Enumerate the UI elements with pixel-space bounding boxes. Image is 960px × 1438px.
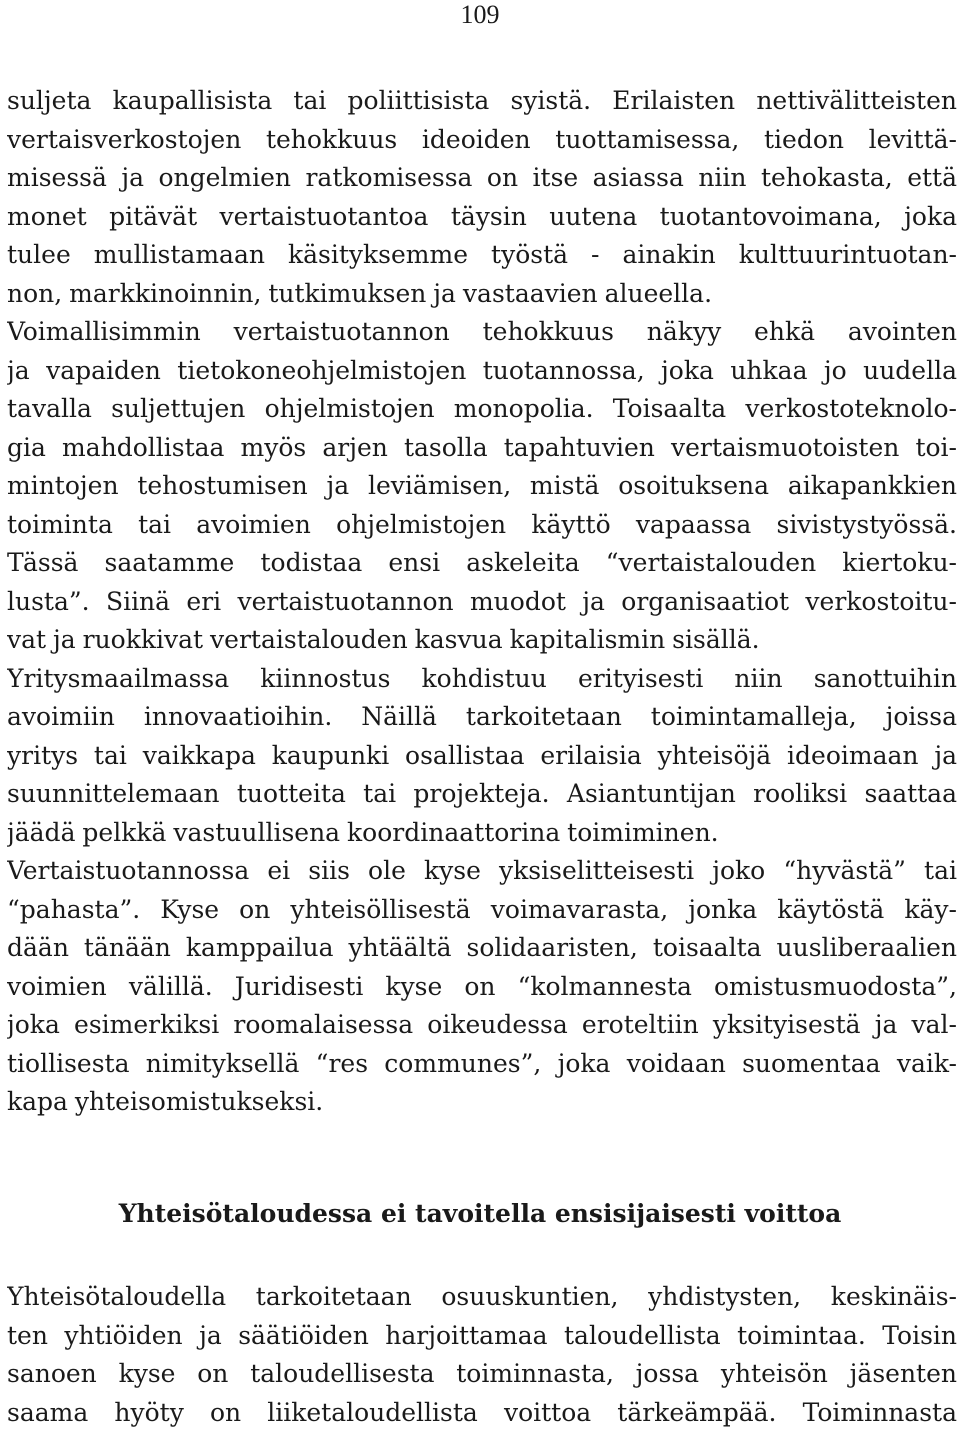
text-line: Vertaistuotannossa ei siis ole kyse yksiselitteisesti joko “hyvästä” tai: [7, 856, 957, 885]
text-line: misessä ja ongelmien ratkomisessa on itse asiassa niin tehokasta, että: [7, 163, 957, 192]
text-line: voimien välillä. Juridisesti kyse on “kolmannesta omistusmuodosta”,: [7, 971, 957, 1001]
section-heading: Yhteisötaloudessa ei tavoitella ensisijaisesti voittoa: [118, 1199, 842, 1228]
text-line: “pahasta”. Kyse on yhteisöllisestä voimavarasta, jonka käytöstä käy-: [7, 894, 957, 924]
page-number: 109: [460, 0, 500, 29]
text-line: monet pitävät vertaistuotantoa täysin uutena tuotantovoimana, joka: [7, 201, 957, 231]
text-line: yritys tai vaikkapa kaupunki osallistaa erilaisia yhteisöjä ideoimaan ja: [7, 740, 957, 770]
body-text-section-1: [7, 82, 957, 1122]
text-line: lusta”. Siinä eri vertaistuotannon muodot ja organisaatiot verkostoitu-: [7, 586, 957, 616]
text-line: avoimiin innovaatioihin. Näillä tarkoitetaan toimintamalleja, joissa: [7, 702, 957, 731]
text-line: dään tänään kamppailua yhtäältä solidaaristen, toisaalta uusliberaalien: [7, 933, 957, 962]
text-line: kapa yhteisomistukseksi.: [7, 1087, 324, 1116]
text-line: ja vapaiden tietokoneohjelmistojen tuotannossa, joka uhkaa jo uudella: [7, 355, 957, 385]
text-line: gia mahdollistaa myös arjen tasolla tapahtuvien vertaismuotoisten toi-: [7, 432, 957, 462]
text-line: tulee mullistamaan käsityksemme työstä - ainakin kulttuurintuotan-: [7, 240, 957, 269]
text-line: tavalla suljettujen ohjelmistojen monopolia. Toisaalta verkostoteknolo-: [7, 394, 957, 423]
text-line: joka esimerkiksi roomalaisessa oikeudessa eroteltiin yksityisestä ja val-: [7, 1010, 957, 1039]
body-text-section-2: [7, 1278, 957, 1432]
text-line: mintojen tehostumisen ja leviämisen, mistä osoituksena aikapankkien: [7, 471, 957, 500]
text-line: jäädä pelkkä vastuullisena koordinaattorina toimiminen.: [7, 817, 719, 847]
text-line: Yhteisötaloudella tarkoitetaan osuuskuntien, yhdistysten, keskinäis-: [7, 1282, 957, 1311]
text-line: saama hyöty on liiketaloudellista voittoa tärkeämpää. Toiminnasta: [7, 1397, 957, 1427]
text-line: Voimallisimmin vertaistuotannon tehokkuus näkyy ehkä avointen: [7, 317, 957, 346]
text-line: ten yhtiöiden ja säätiöiden harjoittamaa taloudellista toimintaa. Toisin: [7, 1320, 957, 1350]
text-line: Tässä saatamme todistaa ensi askeleita “vertaistalouden kiertoku-: [7, 548, 957, 577]
text-line: vat ja ruokkivat vertaistalouden kasvua kapitalismin sisällä.: [7, 625, 760, 654]
text-line: suunnittelemaan tuotteita tai projekteja. Asiantuntijan rooliksi saattaa: [7, 779, 957, 808]
text-line: non, markkinoinnin, tutkimuksen ja vastaavien alueella.: [7, 278, 713, 308]
text-line: vertaisverkostojen tehokkuus ideoiden tuottamisessa, tiedon levittä-: [7, 124, 957, 154]
text-line: toiminta tai avoimien ohjelmistojen käyttö vapaassa sivistystyössä.: [7, 509, 957, 539]
text-line: Yritysmaailmassa kiinnostus kohdistuu erityisesti niin sanottuihin: [7, 663, 957, 693]
text-line: tiollisesta nimityksellä “res communes”, joka voidaan suomentaa vaik-: [7, 1048, 957, 1078]
text-line: sanoen kyse on taloudellisesta toiminnasta, jossa yhteisön jäsenten: [7, 1359, 957, 1388]
text-line: suljeta kaupallisista tai poliittisista syistä. Erilaisten nettivälitteisten: [7, 86, 957, 115]
